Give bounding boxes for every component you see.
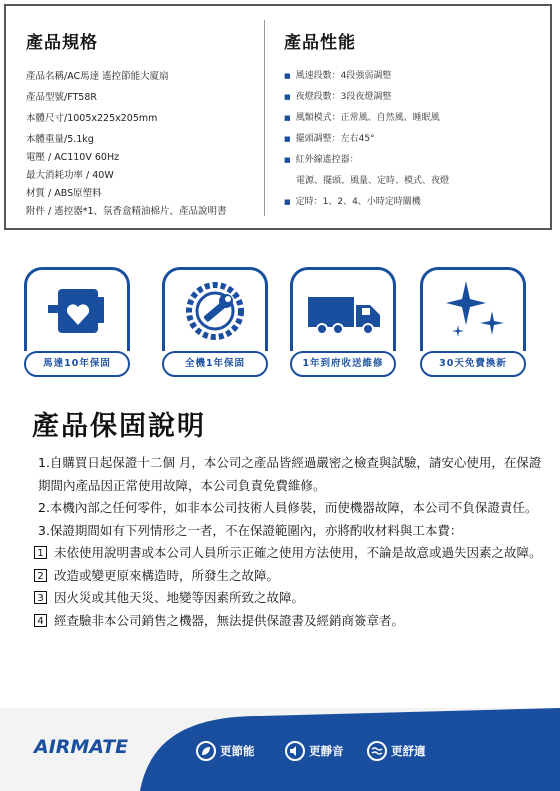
warranty-badge-replace xyxy=(420,267,526,379)
performance-title: 產品性能 xyxy=(284,33,356,53)
spec-line: 本體尺寸/1005x225x205mm xyxy=(26,113,158,124)
sparkle-icon xyxy=(420,267,526,351)
bullet-icon: ■ xyxy=(284,156,291,164)
wrench-gear-icon xyxy=(162,267,268,351)
delivery-truck-icon xyxy=(290,267,396,351)
bullet-icon: ■ xyxy=(284,198,291,206)
bullet-icon: ■ xyxy=(284,72,291,80)
feature-quiet xyxy=(285,739,344,763)
spec-line: 本體重量/5.1kg xyxy=(26,134,94,145)
warranty-sub-term: 3 因火災或其他天災、地變等因素所致之故障。 xyxy=(22,587,542,610)
feature-comfort xyxy=(367,739,426,763)
wind-icon xyxy=(367,741,387,761)
feature-label: 更靜音 xyxy=(309,744,344,758)
warranty-sub-term: 1 未依使用說明書或本公司人員所示正確之使用方法使用，不論是故意或過失因素之故障。 xyxy=(22,542,542,565)
spec-line: 產品型號/FT58R xyxy=(26,92,97,103)
bullet-icon: ■ xyxy=(284,114,291,122)
performance-item: ■ 風類模式：正常風、自然風、睡眠風 xyxy=(284,113,440,123)
spec-line: 材質 / ABS原塑料 xyxy=(26,188,102,199)
warranty-label: 30天免費換新 xyxy=(420,351,526,377)
warranty-badge-motor xyxy=(24,267,130,379)
warranty-term: 3.保證期間如有下列情形之一者，不在保證範圍內，亦將酌收材料與工本費： xyxy=(38,522,463,538)
spec-line: 電壓 / AC110V 60Hz xyxy=(26,152,120,163)
warranty-terms xyxy=(22,452,542,632)
number-box: 4 xyxy=(34,614,47,627)
leaf-icon xyxy=(196,741,216,761)
bullet-icon: ■ xyxy=(284,93,291,101)
warranty-term: 2.本機內部之任何零件，如非本公司技術人員修裝，而使機器故障，本公司不負保證責任。 xyxy=(38,500,538,515)
motor-heart-icon xyxy=(24,267,130,351)
warranty-badge-machine xyxy=(162,267,268,379)
bullet-icon: ■ xyxy=(284,135,291,143)
brand-logo: AIRMATE xyxy=(34,736,129,758)
warranty-icons-row xyxy=(24,267,544,377)
number-box: 1 xyxy=(34,546,47,559)
warranty-sub-term: 2 改造或變更原來構造時，所發生之故障。 xyxy=(22,565,542,588)
warranty-label: 全機1年保固 xyxy=(162,351,268,377)
spec-line: 最大消耗功率 / 40W xyxy=(26,170,114,181)
number-box: 2 xyxy=(34,569,47,582)
performance-column xyxy=(284,32,544,213)
warranty-title: 產品保固說明 xyxy=(32,411,206,442)
feature-label: 更節能 xyxy=(220,744,255,758)
warranty-label: 馬達10年保固 xyxy=(24,351,130,377)
footer-banner xyxy=(0,708,560,791)
feature-energy xyxy=(196,739,255,763)
spec-line: 產品名稱/AC馬達 遙控節能大廈扇 xyxy=(26,71,169,82)
remote-functions: 電源、擺頭、風量、定時、模式、夜燈 xyxy=(296,176,450,186)
performance-item: ■ 紅外線遙控器： xyxy=(284,155,359,165)
warranty-term: 1.自購買日起保證十二個 月，本公司之產品皆經過嚴密之檢查與試驗，請安心使用，在保證期間內產品因正常使用故障，本公司負責免費維修。 xyxy=(38,455,542,493)
warranty-badge-delivery xyxy=(290,267,396,379)
warranty-sub-term: 4 經查驗非本公司銷售之機器，無法提供保證書及經銷商簽章者。 xyxy=(22,610,542,633)
spec-box xyxy=(4,4,552,230)
spec-line: 附件 / 遙控器*1、氛香盒精油棉片、產品說明書 xyxy=(26,206,227,217)
warranty-label: 1年到府收送維修 xyxy=(290,351,396,377)
feature-label: 更舒適 xyxy=(391,744,426,758)
performance-item: ■ 定時：1、2、4、小時定時關機 xyxy=(284,197,421,207)
number-box: 3 xyxy=(34,591,47,604)
performance-item: ■ 風速段數：4段強弱調整 xyxy=(284,71,392,81)
column-divider xyxy=(264,20,265,216)
mute-speaker-icon xyxy=(285,741,305,761)
performance-item: ■ 擺頭調整：左右45° xyxy=(284,134,375,144)
performance-item: ■ 夜燈段數：3段夜燈調整 xyxy=(284,92,392,102)
spec-column xyxy=(26,32,266,222)
spec-title: 產品規格 xyxy=(26,33,98,53)
